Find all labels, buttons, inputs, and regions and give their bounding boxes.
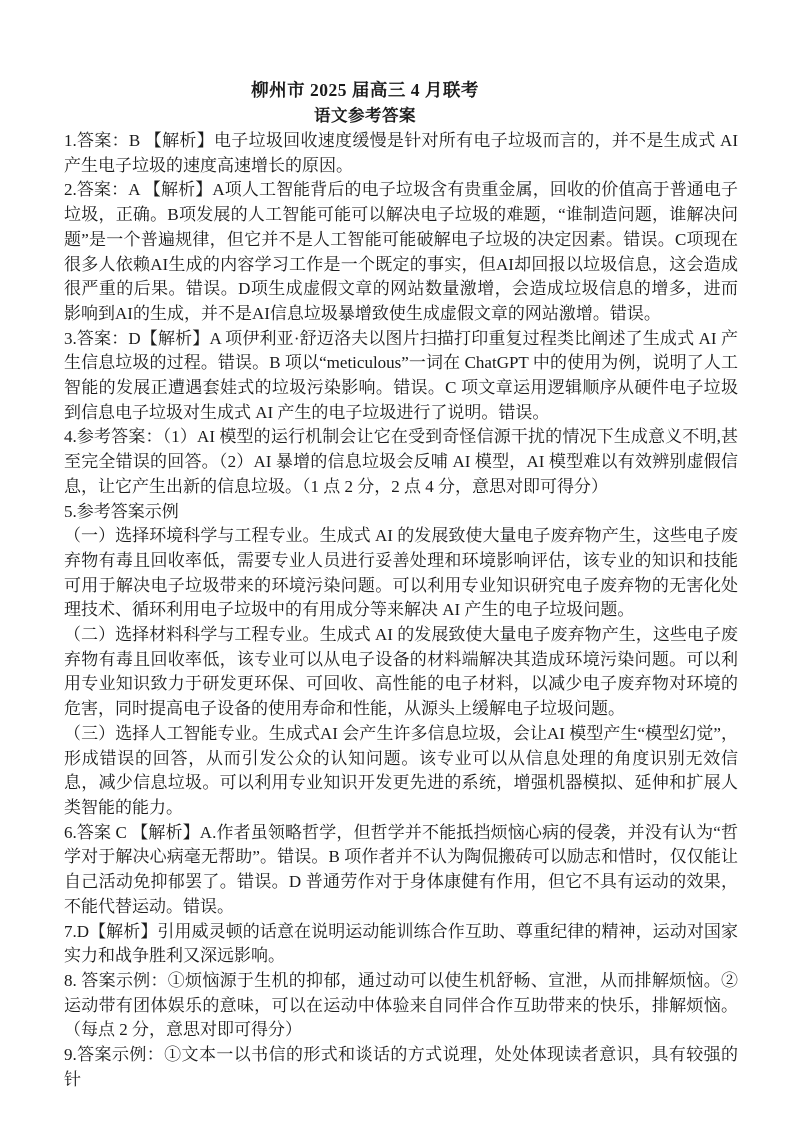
document-body (64, 129, 738, 1092)
document-heading (64, 78, 738, 128)
answer-5-heading: 5.参考答案示例 (64, 501, 179, 521)
answer-7: 7.D【解析】引用威灵顿的话意在说明运动能训练合作互助、尊重纪律的精神，运动对国家实力和战争胜利又深远影响。 (64, 921, 738, 966)
document-title: 柳州市 2025 届高三 4 月联考 (251, 80, 479, 100)
answer-6: 6.答案 C 【解析】A.作者虽领略哲学，但哲学并不能抵挡烦恼心病的侵袭，并没有认为“哲学对于解决心病毫无帮助”。错误。B 项作者并不认为陶侃搬砖可以励志和惜时，仅仅能让自己活动免抑郁罢了。错误。D 普通劳作对于身体康健有作用，但它不具有运动的效果，不能代替运动。错误。 (64, 822, 738, 916)
answer-1: 1.答案：B 【解析】电子垃圾回收速度缓慢是针对所有电子垃圾而言的，并不是生成式 AI 产生电子垃圾的速度高速增长的原因。 (64, 131, 738, 175)
document-subtitle: 语文参考答案 (314, 106, 416, 125)
answer-9: 9.答案示例：①文本一以书信的形式和谈话的方式说理，处处体现读者意识，具有较强的针 (64, 1045, 738, 1089)
answer-8: 8. 答案示例：①烦恼源于生机的抑郁，通过动可以使生机舒畅、宣泄，从而排解烦恼。②运动带有团体娱乐的意味，可以在运动中体验来自同伴合作互助带来的快乐，排解烦恼。（每点 2 分，意思对即可得分） (64, 970, 738, 1040)
answer-2: 2.答案：A 【解析】A项人工智能背后的电子垃圾含有贵重金属，回收的价值高于普通电子垃圾，正确。B项发展的人工智能可能可以解决电子垃圾的难题，“谁制造问题，谁解决问题”是一个普遍规律，但它并不是人工智能可能破解电子垃圾的决定因素。错误。C项现在很多人依赖AI生成的内容学习工作是一个既定的事实，但AI却回报以垃圾信息，这会造成很严重的后果。错误。D项生成虚假文章的网站数量激增，会造成垃圾信息的增多，进而影响到AI的生成，并不是AI信息垃圾暴增致使生成虚假文章的网站激增。错误。 (64, 180, 738, 323)
answer-4: 4.参考答案：（1）AI 模型的运行机制会让它在受到奇怪信源干扰的情况下生成意义不明,甚至完全错误的回答。（2）AI 暴增的信息垃圾会反哺 AI 模型，AI 模型难以有效辨别虚假信息，让它产生出新的信息垃圾。（1 点 2 分，2 点 4 分，意思对即可得分） (64, 427, 738, 496)
answer-5-example-2: （二）选择材料科学与工程专业。生成式 AI 的发展致使大量电子废弃物产生，这些电子废弃物有毒且回收率低，该专业可以从电子设备的材料端解决其造成环境污染问题。可以利用专业知识致力于研发更环保、可回收、高性能的电子材料，以减少电子废弃物对环境的危害，同时提高电子设备的使用寿命和性能，从源头上缓解电子垃圾问题。 (64, 625, 738, 719)
answer-5-example-3: （三）选择人工智能专业。生成式AI 会产生许多信息垃圾，会让AI 模型产生“模型幻觉”，形成错误的回答，从而引发公众的认知问题。该专业可以从信息处理的角度识别无效信息，减少信息垃圾。可以利用专业知识开发更先进的系统，增强机器模拟、延伸和扩展人类智能的能力。 (64, 723, 738, 817)
answer-5-example-1: （一）选择环境科学与工程专业。生成式 AI 的发展致使大量电子废弃物产生，这些电子废弃物有毒且回收率低，需要专业人员进行妥善处理和环境影响评估，该专业的知识和技能可用于解决电子垃圾带来的环境污染问题。可以利用专业知识研究电子废弃物的无害化处理技术、循环利用电子垃圾中的有用成分等来解决 AI 产生的电子垃圾问题。 (64, 526, 738, 620)
answer-3: 3.答案：D【解析】A 项伊利亚·舒迈洛夫以图片扫描打印重复过程类比阐述了生成式 AI 产生信息垃圾的过程。错误。B 项以“meticulous”一词在 ChatGPT 中的使用为例，说明了人工智能的发展正遭遇套娃式的垃圾污染影响。错误。C 项文章运用逻辑顺序从硬件电子垃圾到信息电子垃圾对生成式 AI 产生的电子垃圾进行了说明。错误。 (64, 328, 738, 422)
